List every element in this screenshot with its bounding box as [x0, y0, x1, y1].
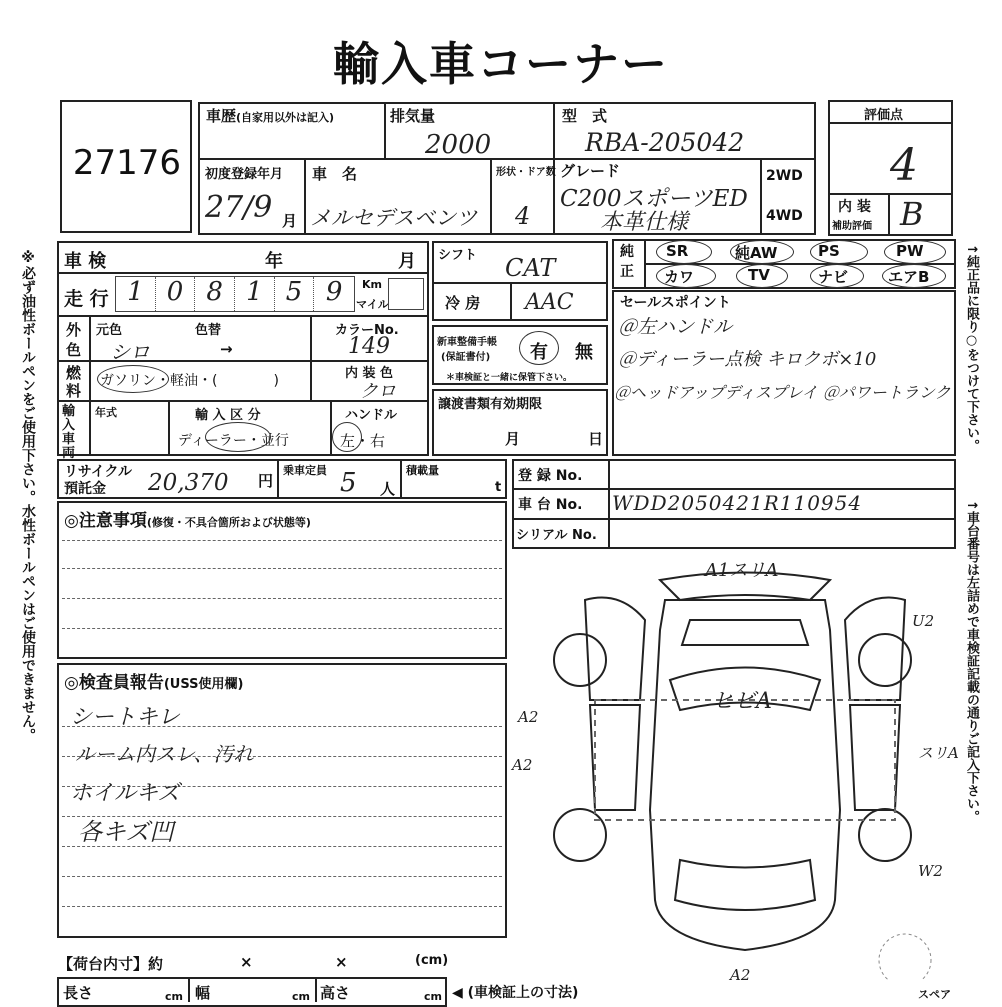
fuel-label-bottom: 料 — [66, 382, 82, 400]
score-label: 評価点 — [864, 108, 904, 123]
exterior-change-label: 色替 — [195, 323, 222, 338]
color-no-label: カラーNo. — [335, 323, 399, 338]
car-name-label: 車 名 — [312, 165, 358, 183]
new-car-no: 無 — [575, 342, 593, 363]
mileage-label: 走 行 — [64, 288, 109, 310]
interior-value: B — [900, 195, 924, 233]
doors-value: 4 — [515, 202, 531, 230]
cargo-label: 【荷台内寸】約 — [58, 955, 164, 973]
damage-windshield: ヒビA — [712, 689, 772, 714]
genuine-circle — [882, 264, 946, 288]
interior-color-value: クロ — [360, 381, 396, 402]
transfer-month: 月 — [505, 430, 521, 448]
inspection-label: 車 検 — [64, 251, 107, 272]
inspection-month: 月 — [398, 251, 416, 272]
serial-label: シリアル No. — [516, 528, 597, 543]
recycle-label-2: 預託金 — [64, 481, 106, 497]
page-title: 輸入車コーナー — [333, 37, 669, 91]
cargo-width: 幅 — [195, 984, 211, 1002]
import-label: 輸入車両 — [62, 404, 76, 461]
genuine-item: ナビ — [818, 268, 849, 286]
first-reg-unit: 月 — [282, 212, 298, 230]
damage-right-2: スリA — [918, 744, 959, 762]
load-label: 積載量 — [406, 464, 439, 477]
fuel-options: ガソリン・軽油・( ) — [100, 373, 279, 389]
interior-label: 内 装 — [838, 199, 871, 215]
mileage-digit: 9 — [325, 277, 343, 307]
handle-label: ハンドル — [345, 408, 398, 423]
sales-point-line: ＠ヘッドアップディスプレイ ＠パワートランク — [614, 383, 951, 402]
chassis-label: 車 台 No. — [518, 497, 583, 513]
damage-bottom: A2 — [730, 966, 751, 984]
grade-value: C200スポーツED — [560, 186, 748, 212]
ac-value: AAC — [525, 290, 574, 315]
lot-number: 27176 — [72, 143, 182, 183]
side-note-right-1: ↑純正品に限り○をつけて下さい。 — [964, 244, 979, 452]
damage-right-3: W2 — [918, 862, 943, 880]
new-car-sub: (保証書付) — [441, 352, 491, 363]
mileage-digit: 1 — [116, 277, 156, 311]
shift-value: CAT — [505, 254, 556, 282]
genuine-circle — [656, 264, 716, 288]
genuine-label: 純正 — [620, 244, 634, 280]
inspector-line: 各キズ凹 — [78, 818, 174, 846]
car-name-value: メルセデスベンツ — [310, 206, 478, 230]
exterior-label-bottom: 色 — [66, 341, 82, 359]
cargo-length: 長さ — [63, 984, 94, 1002]
genuine-circle — [736, 264, 788, 288]
grade-value-2: 本革仕様 — [600, 210, 689, 235]
genuine-circle — [810, 264, 864, 288]
mileage-digit: 8 — [195, 277, 235, 311]
displacement-value: 2000 — [425, 130, 492, 160]
shift-label: シフト — [438, 248, 478, 263]
first-reg-label: 初度登録年月 — [205, 167, 284, 182]
exterior-orig-label: 元色 — [96, 323, 123, 338]
inspector-line: ルーム内スレ、汚れ — [75, 742, 254, 766]
genuine-item: エアB — [888, 268, 930, 286]
recycle-value: 20,370 — [148, 470, 229, 496]
recycle-unit: 円 — [258, 472, 274, 490]
handle-circle — [332, 422, 362, 452]
cargo-x1: × — [240, 953, 253, 971]
fuel-selected-circle — [97, 365, 169, 393]
mileage-digit: 5 — [275, 277, 315, 311]
genuine-circle — [884, 240, 946, 264]
mileage-mile: マイル — [356, 298, 389, 311]
cargo-cm: cm — [424, 990, 442, 1003]
side-note-left: ※必ず油性ボールペンをご使用下さい。水性ボールペンはご使用できません。 — [20, 250, 36, 742]
new-car-note: ＊車検証と一緒に保管下さい。 — [446, 373, 573, 383]
reg-label: 登 録 No. — [518, 468, 583, 484]
handle-value: 左・右 — [340, 432, 386, 450]
genuine-item: カワ — [664, 268, 695, 286]
inspector-line: シートキレ — [70, 705, 180, 730]
new-car-label: 新車整備手帳 — [437, 337, 497, 348]
capacity-label: 乗車定員 — [283, 464, 327, 477]
genuine-circle — [810, 240, 868, 264]
cargo-note: ◀ (車検証上の寸法) — [452, 985, 579, 1001]
sales-point-line: ＠左ハンドル — [618, 316, 733, 338]
interior-sub: 補助評価 — [832, 221, 872, 232]
genuine-item: 純AW — [735, 244, 778, 262]
genuine-circle — [730, 240, 794, 264]
import-type-label: 輸 入 区 分 — [195, 408, 261, 423]
spare-label: スペア — [918, 988, 951, 1001]
chassis-value: WDD2050421R110954 — [612, 491, 863, 515]
model-value: RBA-205042 — [585, 128, 745, 157]
doors-label: 形状・ドア数 — [496, 167, 556, 178]
import-type-value: ディーラー・並行 — [178, 433, 289, 449]
genuine-item: SR — [666, 242, 689, 260]
model-label: 型 式 — [562, 107, 608, 125]
mileage-km: Km — [362, 278, 382, 291]
exterior-orig-value: シロ — [110, 340, 150, 364]
genuine-circle — [656, 240, 712, 264]
history-label: 車歴(自家用以外は記入) — [206, 107, 335, 125]
damage-left-1: A2 — [518, 708, 539, 726]
transfer-label: 譲渡書類有効期限 — [438, 397, 543, 412]
grade-label: グレード — [560, 162, 621, 180]
mileage-digits — [115, 276, 355, 312]
sales-points-label: セールスポイント — [620, 295, 731, 311]
notes-label: ◎注意事項(修復・不具合箇所および状態等) — [64, 511, 311, 531]
cargo-cm: cm — [165, 990, 183, 1003]
side-note-right-2: ↑車台番号は左詰めで車検証記載の通りご記入下さい。 — [964, 500, 979, 823]
drive-2wd: 2WD — [766, 168, 803, 184]
inspection-year: 年 — [265, 251, 283, 272]
color-no-value: 149 — [348, 334, 390, 359]
new-car-yes-circle — [519, 331, 559, 365]
cargo-dims — [57, 977, 447, 1007]
capacity-value: 5 — [340, 468, 357, 498]
fuel-label-top: 燃 — [66, 364, 82, 382]
damage-top: A1スリA — [705, 560, 779, 581]
sales-point-line: ＠ディーラー点検 キロクボ×10 — [618, 349, 877, 370]
first-reg-value: 27/9 — [205, 190, 273, 225]
cargo-unit: (cm) — [415, 953, 449, 968]
drive-4wd: 4WD — [766, 208, 803, 224]
damage-left-2: A2 — [512, 756, 533, 774]
transfer-day: 日 — [588, 430, 604, 448]
capacity-unit: 人 — [380, 480, 396, 498]
cargo-x2: × — [335, 953, 348, 971]
genuine-item: PW — [896, 242, 924, 260]
displacement-label: 排気量 — [390, 107, 436, 125]
mileage-digit: 0 — [156, 277, 196, 311]
interior-color-label: 内 装 色 — [345, 366, 394, 381]
load-unit: t — [495, 480, 502, 495]
cargo-height: 高さ — [320, 984, 351, 1002]
recycle-label-1: リサイクル — [64, 464, 133, 480]
import-year-label: 年式 — [95, 406, 117, 419]
genuine-item: TV — [748, 266, 770, 284]
new-car-yes: 有 — [530, 342, 548, 363]
damage-right-1: U2 — [912, 612, 935, 630]
inspector-label: ◎検査員報告(USS使用欄) — [64, 673, 244, 693]
genuine-item: PS — [818, 242, 840, 260]
cargo-cm: cm — [292, 990, 310, 1003]
exterior-arrow: → — [220, 340, 233, 358]
ac-label: 冷 房 — [445, 294, 481, 312]
score-value: 4 — [890, 140, 918, 191]
car-diagram — [540, 560, 950, 980]
import-type-circle — [205, 422, 271, 452]
exterior-label-top: 外 — [66, 321, 82, 339]
inspector-line: ホイルキズ — [70, 781, 180, 806]
mileage-digit: 1 — [235, 277, 275, 311]
